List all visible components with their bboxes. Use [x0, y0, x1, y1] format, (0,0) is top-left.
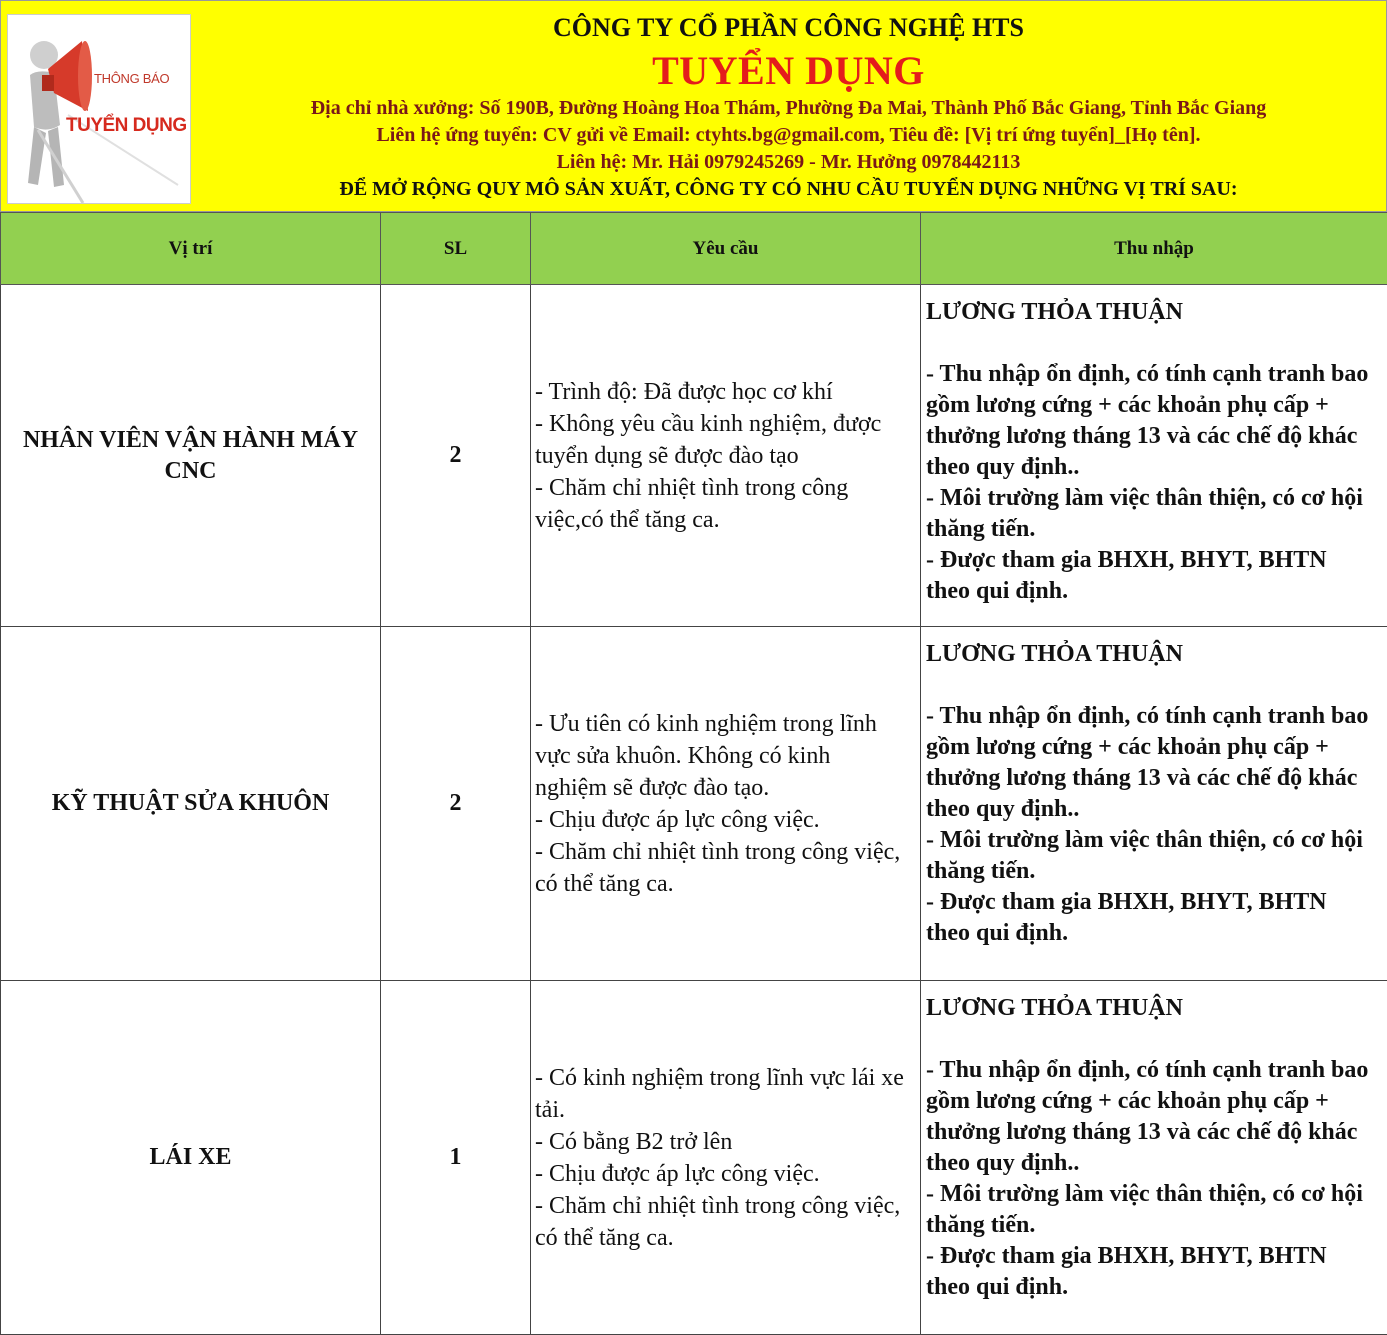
income-line: - Môi trường làm việc thân thiện, có cơ hội: [926, 1179, 1383, 1210]
requirement-line: - Chăm chỉ nhiệt tình trong công: [535, 472, 916, 504]
income-line: - Thu nhập ổn định, có tính cạnh tranh bao: [926, 701, 1383, 732]
position-cell: [1, 981, 381, 1335]
income-line: thăng tiến.: [926, 1210, 1383, 1241]
income-cell: [921, 981, 1387, 1335]
header-quantity: SL: [381, 213, 531, 285]
requirement-line: việc,có thể tăng ca.: [535, 504, 916, 536]
income-cell: [921, 627, 1387, 981]
requirement-line: - Chịu được áp lực công việc.: [535, 804, 916, 836]
income-line: theo qui định.: [926, 576, 1383, 607]
income-line: thăng tiến.: [926, 514, 1383, 545]
position-line: KỸ THUẬT SỬA KHUÔN: [11, 788, 370, 819]
income-line: thưởng lương tháng 13 và các chế độ khác: [926, 421, 1383, 452]
requirement-line: - Có bằng B2 trở lên: [535, 1126, 916, 1158]
income-line: thưởng lương tháng 13 và các chế độ khác: [926, 1117, 1383, 1148]
requirement-line: có thể tăng ca.: [535, 868, 916, 900]
logo-small-text: THÔNG BÁO: [94, 71, 169, 86]
income-line: thưởng lương tháng 13 và các chế độ khác: [926, 763, 1383, 794]
company-name: CÔNG TY CỔ PHẦN CÔNG NGHỆ HTS: [191, 13, 1386, 43]
intro-text: ĐỂ MỞ RỘNG QUY MÔ SẢN XUẤT, CÔNG TY CÓ NHU CẦU TUYỂN DỤNG NHỮNG VỊ TRÍ SAU:: [191, 178, 1386, 201]
requirement-line: - Chăm chỉ nhiệt tình trong công việc,: [535, 1190, 916, 1222]
requirement-line: tải.: [535, 1094, 916, 1126]
position-cell: [1, 627, 381, 981]
requirement-line: - Chăm chỉ nhiệt tình trong công việc,: [535, 836, 916, 868]
requirement-line: - Ưu tiên có kinh nghiệm trong lĩnh: [535, 708, 916, 740]
spacer: [926, 328, 1383, 359]
income-line: theo quy định..: [926, 1148, 1383, 1179]
income-line: theo quy định..: [926, 794, 1383, 825]
requirement-line: nghiệm sẽ được đào tạo.: [535, 772, 916, 804]
page-title: TUYỂN DỤNG: [191, 47, 1386, 94]
income-line: - Thu nhập ổn định, có tính cạnh tranh bao: [926, 1055, 1383, 1086]
quantity-cell: 2: [381, 627, 531, 981]
table-header-row: [1, 213, 1387, 285]
jobs-table: [0, 212, 1387, 1335]
position-line: CNC: [11, 456, 370, 487]
header-income: Thu nhập: [921, 213, 1387, 285]
income-line: theo quy định..: [926, 452, 1383, 483]
position-line: NHÂN VIÊN VẬN HÀNH MÁY: [11, 425, 370, 456]
requirement-line: - Trình độ: Đã được học cơ khí: [535, 376, 916, 408]
requirements-cell: [531, 627, 921, 981]
spacer: [926, 1024, 1383, 1055]
income-line: - Được tham gia BHXH, BHYT, BHTN: [926, 545, 1383, 576]
income-line: - Được tham gia BHXH, BHYT, BHTN: [926, 887, 1383, 918]
header-banner: [0, 0, 1387, 212]
requirement-line: tuyển dụng sẽ được đào tạo: [535, 440, 916, 472]
income-line: theo qui định.: [926, 918, 1383, 949]
requirement-line: - Chịu được áp lực công việc.: [535, 1158, 916, 1190]
requirements-cell: [531, 285, 921, 627]
factory-address: Địa chỉ nhà xưởng: Số 190B, Đường Hoàng Hoa Thám, Phường Đa Mai, Thành Phố Bắc Giang, Tỉnh Bắc Giang: [191, 97, 1386, 120]
position-line: LÁI XE: [11, 1142, 370, 1173]
requirements-cell: [531, 981, 921, 1335]
income-line: gồm lương cứng + các khoản phụ cấp +: [926, 1086, 1383, 1117]
income-line: - Môi trường làm việc thân thiện, có cơ hội: [926, 483, 1383, 514]
spacer: [926, 670, 1383, 701]
position-cell: [1, 285, 381, 627]
income-line: thăng tiến.: [926, 856, 1383, 887]
header-requirements: Yêu cầu: [531, 213, 921, 285]
income-line: gồm lương cứng + các khoản phụ cấp +: [926, 390, 1383, 421]
income-line: - Thu nhập ổn định, có tính cạnh tranh bao: [926, 359, 1383, 390]
contact-email: Liên hệ ứng tuyển: CV gửi về Email: ctyhts.bg@gmail.com, Tiêu đề: [Vị trí ứng tuyển]_[Họ tên].: [191, 124, 1386, 147]
income-line: theo qui định.: [926, 1272, 1383, 1303]
income-line: - Được tham gia BHXH, BHYT, BHTN: [926, 1241, 1383, 1272]
table-row: [1, 627, 1387, 981]
recruitment-logo: [7, 14, 191, 204]
table-row: [1, 981, 1387, 1335]
quantity-cell: 1: [381, 981, 531, 1335]
requirement-line: - Không yêu cầu kinh nghiệm, được: [535, 408, 916, 440]
salary-label: LƯƠNG THỎA THUẬN: [926, 993, 1383, 1024]
salary-label: LƯƠNG THỎA THUẬN: [926, 297, 1383, 328]
salary-label: LƯƠNG THỎA THUẬN: [926, 639, 1383, 670]
requirement-line: - Có kinh nghiệm trong lĩnh vực lái xe: [535, 1062, 916, 1094]
requirement-line: vực sửa khuôn. Không có kinh: [535, 740, 916, 772]
logo-big-text: TUYỂN DỤNG: [66, 115, 187, 137]
quantity-cell: 2: [381, 285, 531, 627]
header-position: Vị trí: [1, 213, 381, 285]
income-line: - Môi trường làm việc thân thiện, có cơ hội: [926, 825, 1383, 856]
income-line: gồm lương cứng + các khoản phụ cấp +: [926, 732, 1383, 763]
megaphone-icon: [8, 15, 191, 204]
requirement-line: có thể tăng ca.: [535, 1222, 916, 1254]
contact-phone: Liên hệ: Mr. Hải 0979245269 - Mr. Hưởng 0978442113: [191, 151, 1386, 174]
income-cell: [921, 285, 1387, 627]
table-row: [1, 285, 1387, 627]
